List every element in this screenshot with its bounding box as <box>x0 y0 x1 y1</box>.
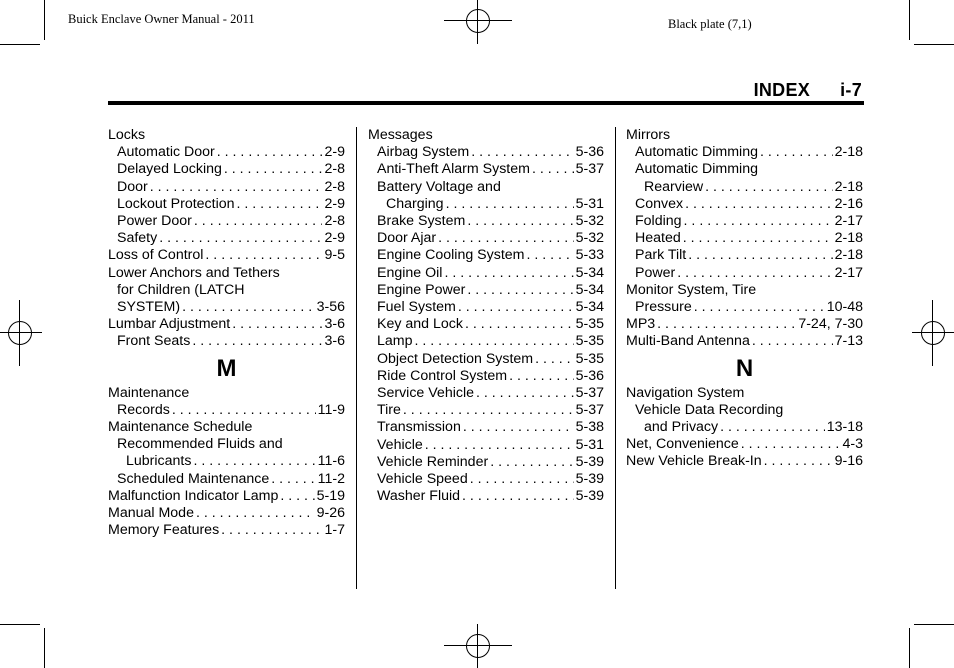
entry-page-ref: 5-35 <box>575 350 604 367</box>
index-entry <box>626 419 863 436</box>
entry-page-ref: 5-34 <box>575 281 604 298</box>
entry-text: Lower Anchors and Tethers <box>108 264 280 281</box>
entry-page-ref: 2-8 <box>324 178 345 195</box>
index-entry <box>108 265 345 282</box>
index-entry <box>108 402 345 419</box>
page-heading <box>754 80 862 101</box>
entry-text: Messages <box>368 127 433 143</box>
entry-text: Door <box>117 178 148 195</box>
entry-page-ref: 5-32 <box>575 230 604 247</box>
index-entry <box>626 299 863 316</box>
entry-page-ref: 2-17 <box>834 213 863 230</box>
index-entry <box>626 453 863 470</box>
index-entry <box>626 161 863 178</box>
dot-leader <box>532 161 574 178</box>
entry-text: Records <box>117 401 170 418</box>
index-entry <box>626 144 863 161</box>
entry-text: Washer Fluid <box>377 488 461 505</box>
dot-leader <box>752 333 833 350</box>
entry-text: Loss of Control <box>108 247 204 264</box>
entry-page-ref: 4-3 <box>842 436 863 453</box>
entry-page-ref: 5-37 <box>575 161 604 178</box>
entry-page-ref: 2-9 <box>324 144 345 161</box>
entry-text: Object Detection System <box>377 350 534 367</box>
entry-text: Vehicle Data Recording <box>635 401 784 418</box>
index-entry <box>368 402 604 419</box>
index-entry <box>368 144 604 161</box>
entry-page-ref: 11-6 <box>317 453 345 470</box>
entry-text: Maintenance Schedule <box>108 419 253 436</box>
dot-leader <box>535 351 573 368</box>
dot-leader <box>217 144 323 161</box>
index-entry <box>626 265 863 282</box>
dot-leader <box>444 265 573 282</box>
crop-mark <box>914 624 954 625</box>
index-entry <box>626 196 863 213</box>
dot-leader <box>438 230 573 247</box>
entry-text: Lockout Protection <box>117 195 235 212</box>
dot-leader <box>490 454 573 471</box>
index-letter-heading: M <box>216 354 237 382</box>
entry-text: Ride Control System <box>377 367 508 384</box>
dot-leader <box>526 247 573 264</box>
dot-leader <box>764 453 833 470</box>
index-entry <box>108 471 345 488</box>
crop-mark <box>0 624 40 625</box>
entry-page-ref: 2-18 <box>834 230 863 247</box>
index-entry <box>368 196 604 213</box>
entry-page-ref: 5-39 <box>575 453 604 470</box>
entry-text: Vehicle Speed <box>377 471 468 488</box>
entry-page-ref: 5-34 <box>575 299 604 316</box>
entry-text: Park Tilt <box>635 247 687 264</box>
dot-leader <box>150 179 323 196</box>
section-name: INDEX <box>753 80 811 100</box>
entry-text: Lumbar Adjustment <box>108 316 231 333</box>
index-entry <box>368 161 604 178</box>
entry-page-ref: 1-7 <box>324 522 345 539</box>
entry-text: and Privacy <box>644 419 719 436</box>
entry-page-ref: 5-37 <box>575 402 604 419</box>
entry-text: Key and Lock <box>377 316 463 333</box>
entry-text: Recommended Fluids and <box>117 436 283 453</box>
crop-mark <box>914 44 954 45</box>
entry-text: Automatic Dimming <box>635 144 758 161</box>
index-column-3 <box>626 127 863 471</box>
index-column-1 <box>108 127 345 539</box>
entry-text: Power Door <box>117 213 192 230</box>
entry-page-ref: 5-35 <box>575 316 604 333</box>
entry-text: Maintenance <box>108 384 190 401</box>
dot-leader <box>467 282 573 299</box>
dot-leader <box>196 505 315 522</box>
index-entry <box>108 127 345 144</box>
dot-leader <box>462 488 574 505</box>
index-entry <box>108 333 345 350</box>
entry-text: Navigation System <box>626 384 745 401</box>
index-entry <box>626 127 863 144</box>
entry-text: Power <box>635 264 676 281</box>
dot-leader <box>720 419 825 436</box>
entry-page-ref: 5-34 <box>575 264 604 281</box>
dot-leader <box>760 144 833 161</box>
index-entry <box>368 230 604 247</box>
entry-text: New Vehicle Break-In <box>626 453 762 470</box>
index-entry <box>108 196 345 213</box>
crop-mark <box>0 44 40 45</box>
index-entry <box>108 179 345 196</box>
entry-page-ref: 5-31 <box>575 195 604 212</box>
entry-text: Lamp <box>377 333 413 350</box>
dot-leader <box>688 247 832 264</box>
entry-text: Vehicle Reminder <box>377 453 489 470</box>
entry-text: Monitor System, Tire <box>626 281 757 298</box>
index-entry <box>626 213 863 230</box>
entry-page-ref: 2-8 <box>324 161 345 178</box>
entry-page-ref: 2-9 <box>324 195 345 212</box>
entry-text: Delayed Locking <box>117 161 222 178</box>
entry-text: Front Seats <box>117 333 191 350</box>
entry-page-ref: 3-56 <box>316 299 345 316</box>
index-entry <box>108 436 345 453</box>
dot-leader <box>458 299 574 316</box>
entry-text: Scheduled Maintenance <box>117 470 270 487</box>
dot-leader <box>741 436 841 453</box>
entry-page-ref: 11-2 <box>317 470 345 487</box>
entry-page-ref: 3-6 <box>324 316 345 333</box>
dot-leader <box>159 230 322 247</box>
index-entry <box>626 385 863 402</box>
entry-page-ref: 2-17 <box>834 264 863 281</box>
dot-leader <box>471 144 573 161</box>
index-entry <box>368 213 604 230</box>
dot-leader <box>232 316 322 333</box>
entry-text: Battery Voltage and <box>377 178 501 195</box>
entry-page-ref: 5-36 <box>575 144 604 161</box>
entry-page-ref: 7-13 <box>834 333 863 350</box>
dot-leader <box>694 299 825 316</box>
entry-text: Automatic Dimming <box>635 161 758 178</box>
dot-leader <box>224 161 323 178</box>
index-entry <box>368 299 604 316</box>
dot-leader <box>425 437 574 454</box>
entry-page-ref: 7-24, 7-30 <box>798 316 863 333</box>
index-entry <box>108 505 345 522</box>
dot-leader <box>182 299 315 316</box>
column-divider <box>356 127 357 589</box>
dot-leader <box>476 385 574 402</box>
index-letter-heading: N <box>735 354 754 382</box>
entry-page-ref: 5-39 <box>575 471 604 488</box>
dot-leader <box>192 333 322 350</box>
index-entry <box>626 247 863 264</box>
entry-page-ref: 5-36 <box>575 367 604 384</box>
entry-text: Safety <box>117 230 158 247</box>
entry-text: Rearview <box>644 178 704 195</box>
index-entry <box>368 247 604 264</box>
dot-leader <box>677 265 832 282</box>
index-entry <box>368 333 604 350</box>
index-entry <box>626 436 863 453</box>
index-entry <box>368 385 604 402</box>
manual-title: Buick Enclave Owner Manual - 2011 <box>68 12 255 26</box>
index-entry <box>626 179 863 196</box>
index-column-2 <box>368 127 604 505</box>
entry-page-ref: 5-37 <box>575 385 604 402</box>
entry-page-ref: 3-6 <box>324 333 345 350</box>
entry-text: Fuel System <box>377 299 456 316</box>
index-entry <box>368 316 604 333</box>
index-entry <box>368 454 604 471</box>
index-entry <box>626 316 863 333</box>
entry-text: SYSTEM) <box>117 299 181 316</box>
entry-text: Engine Oil <box>377 264 443 281</box>
entry-text: Engine Power <box>377 281 466 298</box>
dot-leader <box>685 196 832 213</box>
entry-page-ref: 11-9 <box>317 401 345 418</box>
index-entry <box>368 437 604 454</box>
dot-leader <box>467 213 573 230</box>
entry-page-ref: 2-9 <box>324 230 345 247</box>
entry-text: for Children (LATCH <box>117 281 245 298</box>
dot-leader <box>205 247 322 264</box>
entry-text: Locks <box>108 127 146 143</box>
entry-page-ref: 5-32 <box>575 213 604 230</box>
crop-mark <box>44 0 45 40</box>
entry-text: Convex <box>635 195 684 212</box>
entry-text: MP3 <box>626 316 656 333</box>
entry-text: Charging <box>386 195 444 212</box>
dot-leader <box>470 471 574 488</box>
index-entry <box>626 282 863 299</box>
entry-text: Engine Cooling System <box>377 247 525 264</box>
entry-page-ref: 2-16 <box>834 195 863 212</box>
index-entry <box>368 265 604 282</box>
entry-text: Airbag System <box>377 144 470 161</box>
entry-page-ref: 5-33 <box>575 247 604 264</box>
entry-text: Brake System <box>377 213 466 230</box>
index-entry <box>108 488 345 505</box>
entry-text: Net, Convenience <box>626 436 739 453</box>
dot-leader <box>705 179 832 196</box>
entry-page-ref: 9-26 <box>316 505 345 522</box>
index-entry <box>626 230 863 247</box>
entry-page-ref: 5-35 <box>575 333 604 350</box>
index-entry <box>368 127 604 144</box>
entry-text: Automatic Door <box>117 144 215 161</box>
entry-text: Anti-Theft Alarm System <box>377 161 530 178</box>
dot-leader <box>446 196 574 213</box>
entry-page-ref: 2-18 <box>834 178 863 195</box>
dot-leader <box>403 402 574 419</box>
entry-page-ref: 5-19 <box>316 487 345 504</box>
column-divider <box>615 127 616 589</box>
crop-mark <box>909 0 910 40</box>
index-entry <box>368 368 604 385</box>
entry-page-ref: 10-48 <box>826 299 863 316</box>
entry-page-ref: 2-8 <box>324 213 345 230</box>
entry-text: Mirrors <box>626 127 671 143</box>
index-entry <box>368 419 604 436</box>
entry-page-ref: 9-16 <box>834 453 863 470</box>
entry-page-ref: 2-18 <box>834 144 863 161</box>
index-entry <box>368 488 604 505</box>
entry-text: Manual Mode <box>108 505 194 522</box>
entry-text: Transmission <box>377 419 461 436</box>
dot-leader <box>172 402 316 419</box>
index-entry <box>108 453 345 470</box>
index-entry <box>108 144 345 161</box>
header-rule <box>108 101 864 105</box>
index-entry <box>108 299 345 316</box>
entry-text: Heated <box>635 230 681 247</box>
entry-text: Vehicle <box>377 436 423 453</box>
entry-text: Lubricants <box>126 453 192 470</box>
dot-leader <box>271 471 315 488</box>
entry-text: Pressure <box>635 299 692 316</box>
crop-mark <box>44 628 45 668</box>
crop-mark <box>909 628 910 668</box>
entry-page-ref: 5-31 <box>575 436 604 453</box>
entry-text: Malfunction Indicator Lamp <box>108 487 279 504</box>
entry-text: Multi-Band Antenna <box>626 333 750 350</box>
index-entry <box>626 402 863 419</box>
dot-leader <box>415 333 574 350</box>
dot-leader <box>193 453 315 470</box>
dot-leader <box>683 230 833 247</box>
entry-text: Tire <box>377 402 401 419</box>
index-entry <box>626 333 863 350</box>
index-entry <box>108 522 345 539</box>
entry-page-ref: 13-18 <box>826 419 863 436</box>
plate-label: Black plate (7,1) <box>668 17 752 31</box>
index-entry <box>108 230 345 247</box>
index-entry <box>368 179 604 196</box>
entry-page-ref: 9-5 <box>324 247 345 264</box>
index-entry <box>368 282 604 299</box>
entry-text: Door Ajar <box>377 230 437 247</box>
entry-text: Memory Features <box>108 522 220 539</box>
index-entry <box>108 419 345 436</box>
dot-leader <box>280 488 314 505</box>
entry-page-ref: 5-39 <box>575 488 604 505</box>
index-entry <box>108 247 345 264</box>
dot-leader <box>221 522 322 539</box>
index-entry <box>368 351 604 368</box>
entry-page-ref: 5-38 <box>575 419 604 436</box>
index-entry <box>108 161 345 178</box>
entry-text: Folding <box>635 213 682 230</box>
index-entry <box>108 213 345 230</box>
dot-leader <box>509 368 573 385</box>
entry-page-ref: 2-18 <box>834 247 863 264</box>
index-entry <box>108 282 345 299</box>
dot-leader <box>465 316 574 333</box>
entry-text: Service Vehicle <box>377 385 474 402</box>
dot-leader <box>684 213 833 230</box>
index-entry <box>108 316 345 333</box>
index-entry <box>108 385 345 402</box>
dot-leader <box>463 419 574 436</box>
page-number: i-7 <box>840 80 862 100</box>
index-entry <box>368 471 604 488</box>
dot-leader <box>657 316 796 333</box>
dot-leader <box>194 213 323 230</box>
dot-leader <box>237 196 323 213</box>
